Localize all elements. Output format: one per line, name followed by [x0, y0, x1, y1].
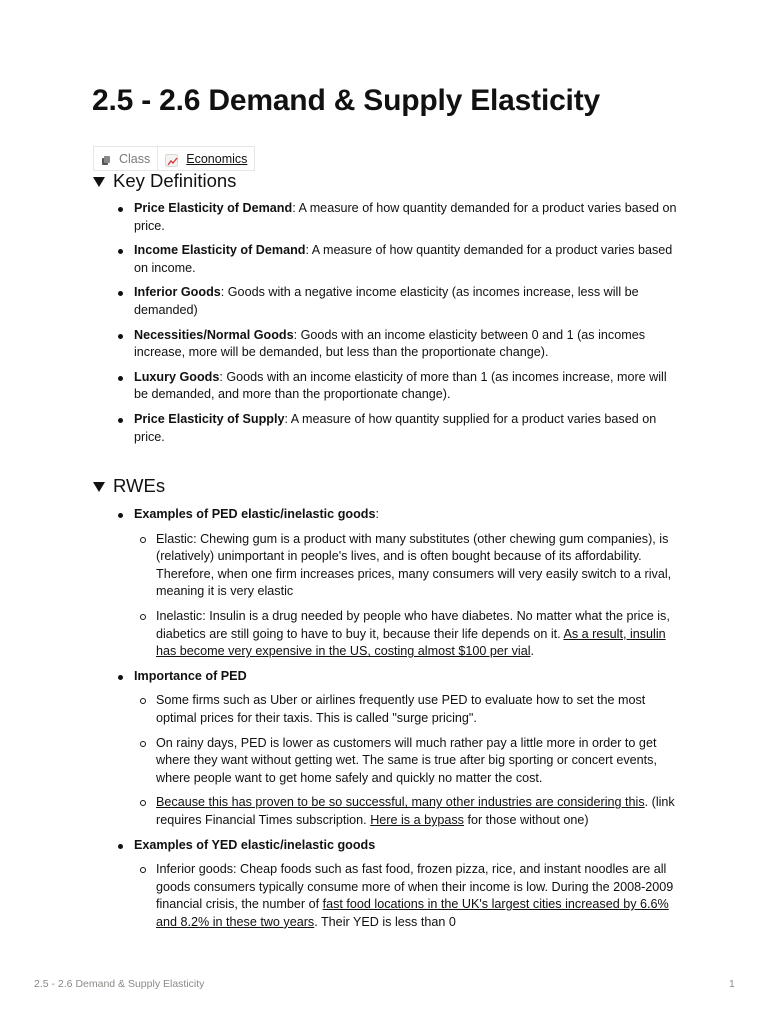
link-note-end: for those without one) [463, 812, 589, 827]
sub-list-item [137, 861, 680, 931]
rwes-list [115, 506, 680, 938]
list-item [115, 668, 680, 830]
sub-list [137, 861, 680, 931]
term: Luxury Goods [134, 369, 220, 384]
list-item [115, 369, 680, 404]
list-item [115, 506, 680, 661]
term: Price Elasticity of Demand [134, 201, 293, 215]
economics-link[interactable]: Economics [186, 151, 248, 166]
sentence-end: . Their YED is less than 0 [314, 914, 456, 929]
ped-examples-heading: Examples of PED elastic/inelastic goods [134, 507, 376, 521]
sentence-end: . [530, 644, 535, 659]
link-note: . (link requires Financial Times subscription. [156, 795, 675, 827]
sub-list-item [137, 735, 680, 788]
list-item [115, 411, 680, 446]
sub-list-item [137, 692, 680, 727]
definition: : A measure of how quantity supplied for a product varies based on price. [134, 411, 657, 444]
footer-title: 2.5 - 2.6 Demand & Supply Elasticity [34, 978, 205, 990]
chart-increasing-icon [165, 154, 178, 167]
yed-examples-heading: Examples of YED elastic/inelastic goods [134, 837, 376, 852]
rwes-toggle[interactable] [93, 475, 165, 497]
financial-times-link[interactable]: Because this has proven to be so successful, many other industries are considering this [156, 795, 645, 810]
list-item [115, 242, 680, 277]
term: Necessities/Normal Goods [134, 327, 294, 342]
page-title: 2.5 - 2.6 Demand & Supply Elasticity [92, 84, 600, 117]
definition: : A measure of how quantity demanded for a product varies based on income. [134, 243, 673, 275]
class-property-icon [102, 156, 110, 165]
definition: : A measure of how quantity demanded for a product varies based on price. [134, 201, 677, 233]
inferior-goods-example: Inferior goods: Cheap foods such as fast food, frozen pizza, rice, and instant noodles are all goods consumers typically consume more of when their income is low. During the 2008-2009 financial crisis, the number of [156, 862, 674, 912]
definition: : Goods with an income elasticity of more than 1 (as incomes increase, more will be demanded, and more than the proportionate change). [134, 369, 667, 402]
key-definitions-heading: Key Definitions [113, 170, 237, 191]
property-key-label: Class [119, 151, 151, 166]
toggle-triangle-icon[interactable] [93, 177, 105, 187]
definition: : Goods with an income elasticity between 0 and 1 (as incomes increase, more will be demanded, but less than the proportionate change). [134, 327, 646, 360]
page-number: 1 [729, 978, 735, 990]
sub-list [137, 531, 680, 661]
sub-list [137, 692, 680, 829]
list-item [115, 284, 680, 319]
sub-list-item [137, 794, 680, 829]
rwes-heading: RWEs [113, 475, 166, 496]
definition: : Goods with a negative income elasticity (as incomes increase, less will be demanded) [134, 285, 639, 317]
uber-example: Some firms such as Uber or airlines frequently use PED to evaluate how to set the most optimal prices for their taxis. This is called "surge pricing". [156, 693, 646, 725]
term: Price Elasticity of Supply [134, 411, 285, 426]
sub-list-item [137, 608, 680, 661]
term: Income Elasticity of Demand [134, 243, 306, 258]
key-definitions-list [115, 200, 680, 446]
heading-suffix: : [375, 507, 379, 521]
key-definitions-toggle[interactable] [93, 170, 236, 192]
rainy-days-example: On rainy days, PED is lower as customers will much rather pay a little more in order to get where they want without getting wet. The same is true after big sporting or concert events, where people want to get home safely and quickly no matter the cost. [156, 735, 657, 785]
list-item [115, 327, 680, 362]
class-property [93, 146, 255, 171]
elastic-example: Elastic: Chewing gum is a product with many substitutes (other chewing gum companies), is (relatively) unimportant in people's lives, and is often bought because of its affordability. Therefore, when one firm increases prices, many consumers will very easily switch to a rival, meaning it is very elastic [156, 531, 672, 599]
list-item [115, 200, 680, 235]
ped-importance-heading: Importance of PED [134, 668, 247, 683]
toggle-triangle-icon[interactable] [93, 482, 105, 492]
property-value[interactable] [158, 147, 254, 170]
insulin-article-link[interactable]: As a result, insulin has become very expensive in the US, costing almost $100 per vial [156, 626, 666, 659]
property-key [94, 147, 158, 170]
bypass-link[interactable]: Here is a bypass [370, 812, 464, 827]
list-item [115, 837, 680, 932]
inelastic-example: Inelastic: Insulin is a drug needed by people who have diabetes. No matter what the price is, diabetics are still going to have to buy it, because their life depends on it. [156, 608, 670, 641]
term: Inferior Goods [134, 285, 221, 300]
sub-list-item [137, 531, 680, 601]
fast-food-article-link[interactable]: fast food locations in the UK's largest cities increased by 6.6% and 8.2% in these two years [156, 897, 669, 929]
